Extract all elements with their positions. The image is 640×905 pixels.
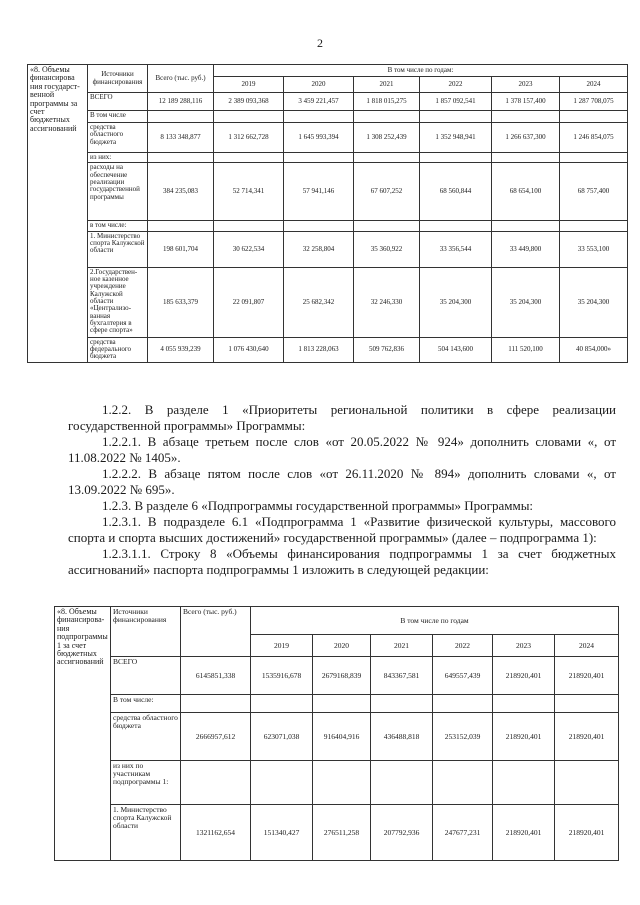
cell: 68 654,100 [492,163,560,221]
header-total: Всего (тыс. руб.) [148,65,214,93]
cell: 207792,936 [371,805,433,861]
cell: 35 204,300 [560,267,628,337]
cell: 1 266 637,300 [492,123,560,153]
cell: 32 258,804 [284,231,354,267]
paragraph: 1.2.3. В разделе 6 «Подпрограммы государственной программы» Программы: [102,498,534,513]
year-header: 2022 [420,77,492,93]
row-total: 4 055 939,239 [148,337,214,362]
cell: 68 757,400 [560,163,628,221]
year-header: 2020 [284,77,354,93]
cell: 1 287 708,075 [560,93,628,111]
cell: 218920,401 [555,805,619,861]
row-total: 2666957,612 [181,713,251,761]
row-total: 384 235,083 [148,163,214,221]
cell: 1 378 157,400 [492,93,560,111]
cell: 68 560,844 [420,163,492,221]
cell: 40 854,000» [560,337,628,362]
cell: 218920,401 [493,657,555,695]
cell: 33 356,544 [420,231,492,267]
cell: 649557,439 [433,657,493,695]
table-row [55,761,619,805]
cell: 35 360,922 [354,231,420,267]
cell: 2679168,839 [313,657,371,695]
paragraph: 1.2.2. В разделе 1 «Приоритеты региональной политики в сфере реализации государственной программы» Программы: [68,402,616,433]
year-header: 2020 [313,635,371,657]
cell: 218920,401 [493,805,555,861]
cell: 57 941,146 [284,163,354,221]
table-row [55,713,619,761]
table-row [28,111,628,123]
year-header: 2023 [492,77,560,93]
paragraph: 1.2.2.2. В абзаце пятом после слов «от 26.11.2020 № 894» дополнить словами «, от 13.09.2022 № 695». [68,466,616,497]
financing-table-subprogram [54,606,619,861]
cell: 1 645 993,394 [284,123,354,153]
header-by-years: В том числе по годам: [214,65,628,77]
cell: 2 389 093,368 [214,93,284,111]
cell: 623071,038 [251,713,313,761]
cell: 151340,427 [251,805,313,861]
cell: 35 204,300 [492,267,560,337]
row-label: средства областного бюджета [88,123,148,153]
table-row [55,657,619,695]
year-header: 2019 [251,635,313,657]
year-header: 2019 [214,77,284,93]
paragraph: 1.2.3.1. В подразделе 6.1 «Подпрограмма 1 «Развитие физической культуры, массового спорта и спорта высших достижений» государственной программы» (далее – подпрограмма 1): [68,514,616,545]
cell: 25 682,342 [284,267,354,337]
cell: 916404,916 [313,713,371,761]
cell: 3 459 221,457 [284,93,354,111]
row-label: в том числе: [88,221,148,231]
table-row [28,267,628,337]
financing-table-program [27,64,628,363]
table-row [28,123,628,153]
cell: 509 762,836 [354,337,420,362]
year-header: 2022 [433,635,493,657]
table-row [28,93,628,111]
cell: 33 553,100 [560,231,628,267]
cell: 218920,401 [555,657,619,695]
row-total: 12 189 288,116 [148,93,214,111]
table-row [28,221,628,231]
cell: 1 813 228,063 [284,337,354,362]
table-row [55,805,619,861]
row-label: 1. Министерство спорта Калужской области [88,231,148,267]
cell: 35 204,300 [420,267,492,337]
table-row [55,695,619,713]
header-sources: Источники финансирования [111,607,181,657]
row-total: 6145851,338 [181,657,251,695]
cell: 436488,818 [371,713,433,761]
cell: 1 246 854,075 [560,123,628,153]
cell: 30 622,534 [214,231,284,267]
cell: 32 246,330 [354,267,420,337]
cell: 1 818 015,275 [354,93,420,111]
table-row [28,231,628,267]
row-title: «8. Объемы финансирования подпрограммы 1 за счет бюджетных ассигнований [55,607,111,861]
row-title: «8. Объемы финансирова ния государственной программы за счет бюджетных ассигнований [28,65,88,363]
table-row [28,163,628,221]
cell: 247677,231 [433,805,493,861]
paragraph: 1.2.3.1.1. Строку 8 «Объемы финансирования подпрограммы 1 за счет бюджетных ассигнований» паспорта подпрограммы 1 изложить в следующей редакции: [68,546,616,577]
cell: 1 857 092,541 [420,93,492,111]
row-label: В том числе: [111,695,181,713]
row-label: 1. Министерство спорта Калужской области [111,805,181,861]
cell: 67 607,252 [354,163,420,221]
cell: 22 091,807 [214,267,284,337]
row-label: средства областного бюджета [111,713,181,761]
table-row [28,337,628,362]
year-header: 2024 [560,77,628,93]
cell: 52 714,341 [214,163,284,221]
row-label: из них по участникам подпрограммы 1: [111,761,181,805]
cell: 218920,401 [555,713,619,761]
row-label: ВСЕГО [88,93,148,111]
header-sources: Источники финансирования [88,65,148,93]
row-total: 1321162,654 [181,805,251,861]
row-total: 198 601,704 [148,231,214,267]
cell: 218920,401 [493,713,555,761]
amendment-text [68,402,616,578]
header-by-years: В том числе по годам [251,607,619,635]
paragraph: 1.2.2.1. В абзаце третьем после слов «от 20.05.2022 № 924» дополнить словами «, от 11.08.2022 № 1405». [68,434,616,465]
year-header: 2021 [354,77,420,93]
year-header: 2024 [555,635,619,657]
cell: 1 076 430,640 [214,337,284,362]
cell: 1535916,678 [251,657,313,695]
cell: 33 449,800 [492,231,560,267]
row-total: 8 133 348,877 [148,123,214,153]
cell: 111 520,100 [492,337,560,362]
cell: 504 143,600 [420,337,492,362]
row-label: В том числе [88,111,148,123]
year-header: 2021 [371,635,433,657]
header-total: Всего (тыс. руб.) [181,607,251,657]
cell: 276511,258 [313,805,371,861]
row-total: 185 633,379 [148,267,214,337]
cell: 253152,039 [433,713,493,761]
row-label: 2.Государственное казенное учреждение Калужской области «Централизованная бухгалтерия в сфере спорта» [88,267,148,337]
year-header: 2023 [493,635,555,657]
row-label: расходы на обеспечение реализации государственной программы [88,163,148,221]
cell: 1 312 662,728 [214,123,284,153]
cell: 1 308 252,439 [354,123,420,153]
cell: 843367,581 [371,657,433,695]
cell: 1 352 948,941 [420,123,492,153]
row-label: из них: [88,153,148,163]
page-number: 2 [317,36,323,50]
row-label: ВСЕГО [111,657,181,695]
table-row [28,153,628,163]
row-label: средства федерального бюджета [88,337,148,362]
